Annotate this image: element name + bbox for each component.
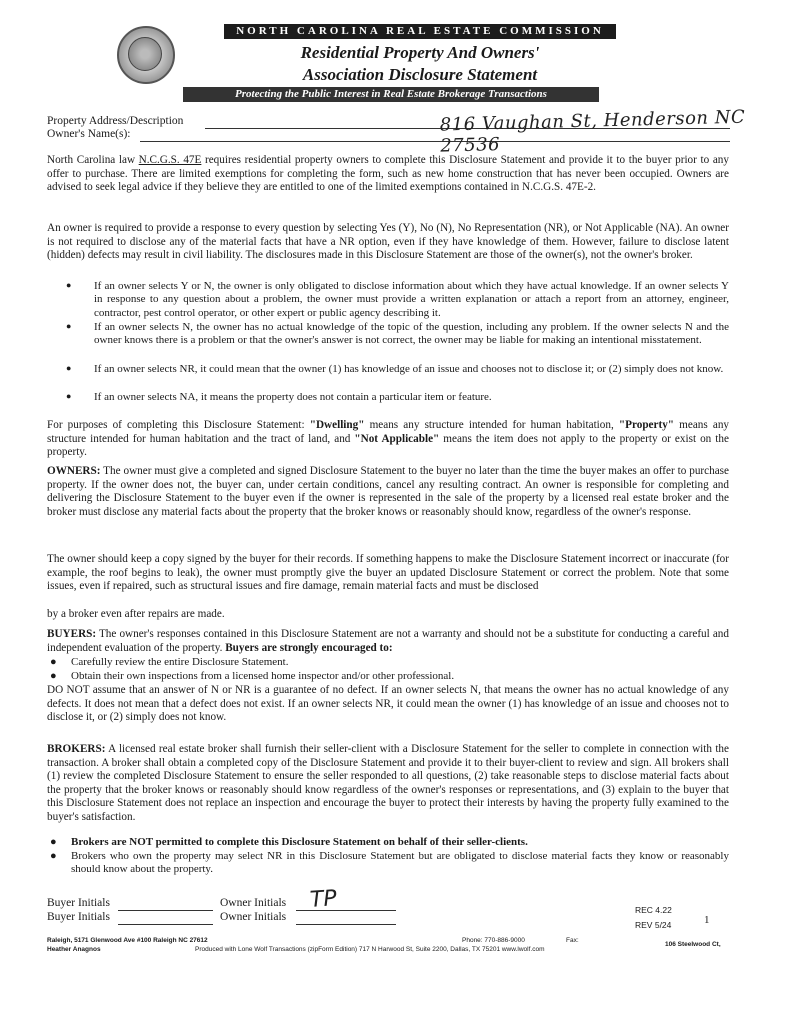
owner-initials-field-2[interactable] — [296, 924, 396, 925]
list-item: ● If an owner selects NA, it means the property does not contain a particular item or feature. — [66, 391, 492, 403]
produced-with-line: Produced with Lone Wolf Transactions (zipForm Edition) 717 N Harwood St, Suite 2200, Dallas, TX 75201 www.lwolf.com — [195, 946, 545, 953]
agent-name: Heather Anagnos — [47, 946, 101, 953]
owner-initials-handwritten: TP — [309, 886, 338, 913]
document-name: 106 Steelwood Ct, — [665, 941, 721, 948]
owners-paragraph: OWNERS: The owner must give a completed and signed Disclosure Statement to the buyer no later than the time the buyer makes an offer to purchase property. If the owner does not, the buyer can, under certain conditions, cancel any resulting contract. An owner is responsible for completing and delivering the Disclosure Statement to the buyer even if the owner is represented in the sale of the property by a licensed real estate broker and the broker must disclose any material facts about the property that the broker knows or reasonably should know, regardless of the owner's response. — [47, 465, 729, 518]
office-fax: Fax: — [566, 937, 579, 944]
do-not-assume-paragraph: DO NOT assume that an answer of N or NR is a guarantee of no defect. If an owner selects N, that means the owner has no actual knowledge of any defects. It does not mean that a defect does not exist. If an owner selects NR, it could mean the owner (1) has knowledge of an issue and chooses not to disclose it, or (2) simply does not know. — [47, 684, 729, 724]
law-citation: N.C.G.S. 47E — [138, 154, 202, 166]
list-item: ● Carefully review the entire Disclosure Statement. — [50, 656, 289, 668]
form-title-line2: Association Disclosure Statement — [302, 65, 538, 84]
copy-paragraph-tail: by a broker even after repairs are made. — [47, 608, 225, 620]
owner-initials-label-2: Owner Initials — [220, 911, 287, 923]
property-address-label: Property Address/Description — [47, 115, 184, 127]
buyer-initials-label-1: Buyer Initials — [47, 897, 110, 909]
owner-initials-label-1: Owner Initials — [220, 897, 287, 909]
rev-code: REV 5/24 — [635, 920, 672, 930]
office-phone: Phone: 770-886-9000 — [462, 937, 525, 944]
owners-name-label: Owner's Name(s): — [47, 128, 131, 140]
list-item: ● Brokers are NOT permitted to complete this Disclosure Statement on behalf of their seller-clients. — [50, 836, 528, 848]
definitions-paragraph: For purposes of completing this Disclosure Statement: "Dwelling" means any structure intended for human habitation, "Property" means any structure intended for human habitation and the tract of land, and "Not Applicable" means the item does not apply to the property or exist on the property. — [47, 419, 730, 459]
page-number: 1 — [704, 914, 710, 926]
tagline-banner: Protecting the Public Interest in Real Estate Brokerage Transactions — [183, 87, 599, 102]
buyer-initials-field-2[interactable] — [118, 924, 213, 925]
brokers-paragraph: BROKERS: A licensed real estate broker shall furnish their seller-client with a Disclosure Statement for the seller to complete in connection with the transaction. A broker shall obtain a completed copy of the Disclosure Statement and provide it to their buyer-client to review and sign. All brokers shall (1) review the completed Disclosure Statement to ensure the seller responded to all questions, (2) take reasonable steps to disclose material facts about the property that the broker knows or reasonably should know regardless of the owner's responses or representations, and (3) explain to the buyer that this Disclosure Statement does not replace an inspection and encourage the buyer to protect their interests by having the property fully examined to the buyer's satisfaction. — [47, 743, 729, 823]
law-paragraph: North Carolina law N.C.G.S. 47E requires residential property owners to complete this Disclosure Statement and provide it to the buyer prior to any offer to purchase. There are limited exemptions for completing the form, such as new home construction that has never been occupied. Owners are advised to seek legal advice if they believe they are entitled to one of the limited exemptions contained in N.C.G.S. 47E-2. — [47, 154, 729, 194]
list-item: ● Obtain their own inspections from a licensed home inspector and/or other professional. — [50, 670, 455, 682]
rec-code: REC 4.22 — [635, 905, 672, 915]
commission-banner: NORTH CAROLINA REAL ESTATE COMMISSION — [224, 24, 616, 39]
office-address: Raleigh, 5171 Glenwood Ave #100 Raleigh NC 27612 — [47, 937, 208, 944]
list-item: ● If an owner selects N, the owner has no actual knowledge of the topic of the question, including any problem. If the owner selects N and the owner knows there is a problem or that the owner's answer is not correct, the owner may be liable for making an intentional misstatement. — [66, 321, 729, 347]
list-item: ● Brokers who own the property may select NR in this Disclosure Statement but are obligated to disclose material facts they know or reasonably should know about the property. — [50, 850, 729, 876]
form-title-line1: Residential Property And Owners' — [300, 43, 540, 62]
buyer-initials-field-1[interactable] — [118, 910, 213, 911]
property-address-handwritten[interactable]: 816 Vaughan St, Henderson NC 27536 — [439, 106, 746, 157]
response-paragraph: An owner is required to provide a response to every question by selecting Yes (Y), No (N), No Representation (NR), or Not Applicable (NA). An owner is not required to disclose any of the material facts that have a NR option, even if they have knowledge of them. However, failure to disclose latent (hidden) defects may result in civil liability. The disclosures made in this Disclosure Statement are those of the owner(s), not the owner's broker. — [47, 222, 729, 262]
buyers-paragraph: BUYERS: The owner's responses contained in this Disclosure Statement are not a warranty and should not be a substitute for conducting a careful and independent evaluation of the property. Buyers are strongly encouraged to: — [47, 628, 729, 654]
state-seal-icon — [117, 26, 175, 84]
copy-paragraph: The owner should keep a copy signed by the buyer for their records. If something happens to make the Disclosure Statement incorrect or inaccurate (for example, the roof begins to leak), the owner must promptly give the buyer an updated Disclosure Statement or correct the problem. Note that some issues, even if repaired, such as structural issues and fire damage, remain material facts and must be disclosed — [47, 553, 729, 593]
list-item: ● If an owner selects Y or N, the owner is only obligated to disclose information about which they have actual knowledge. If an owner selects Y in response to any question about a problem, the owner must provide a written explanation or attach a report from an attorney, engineer, contractor, pest control operator, or other expert or public agency describing it. — [66, 280, 729, 319]
buyer-initials-label-2: Buyer Initials — [47, 911, 110, 923]
list-item: ● If an owner selects NR, it could mean that the owner (1) has knowledge of an issue and chooses not to disclose it; or (2) simply does not know. — [66, 363, 724, 375]
